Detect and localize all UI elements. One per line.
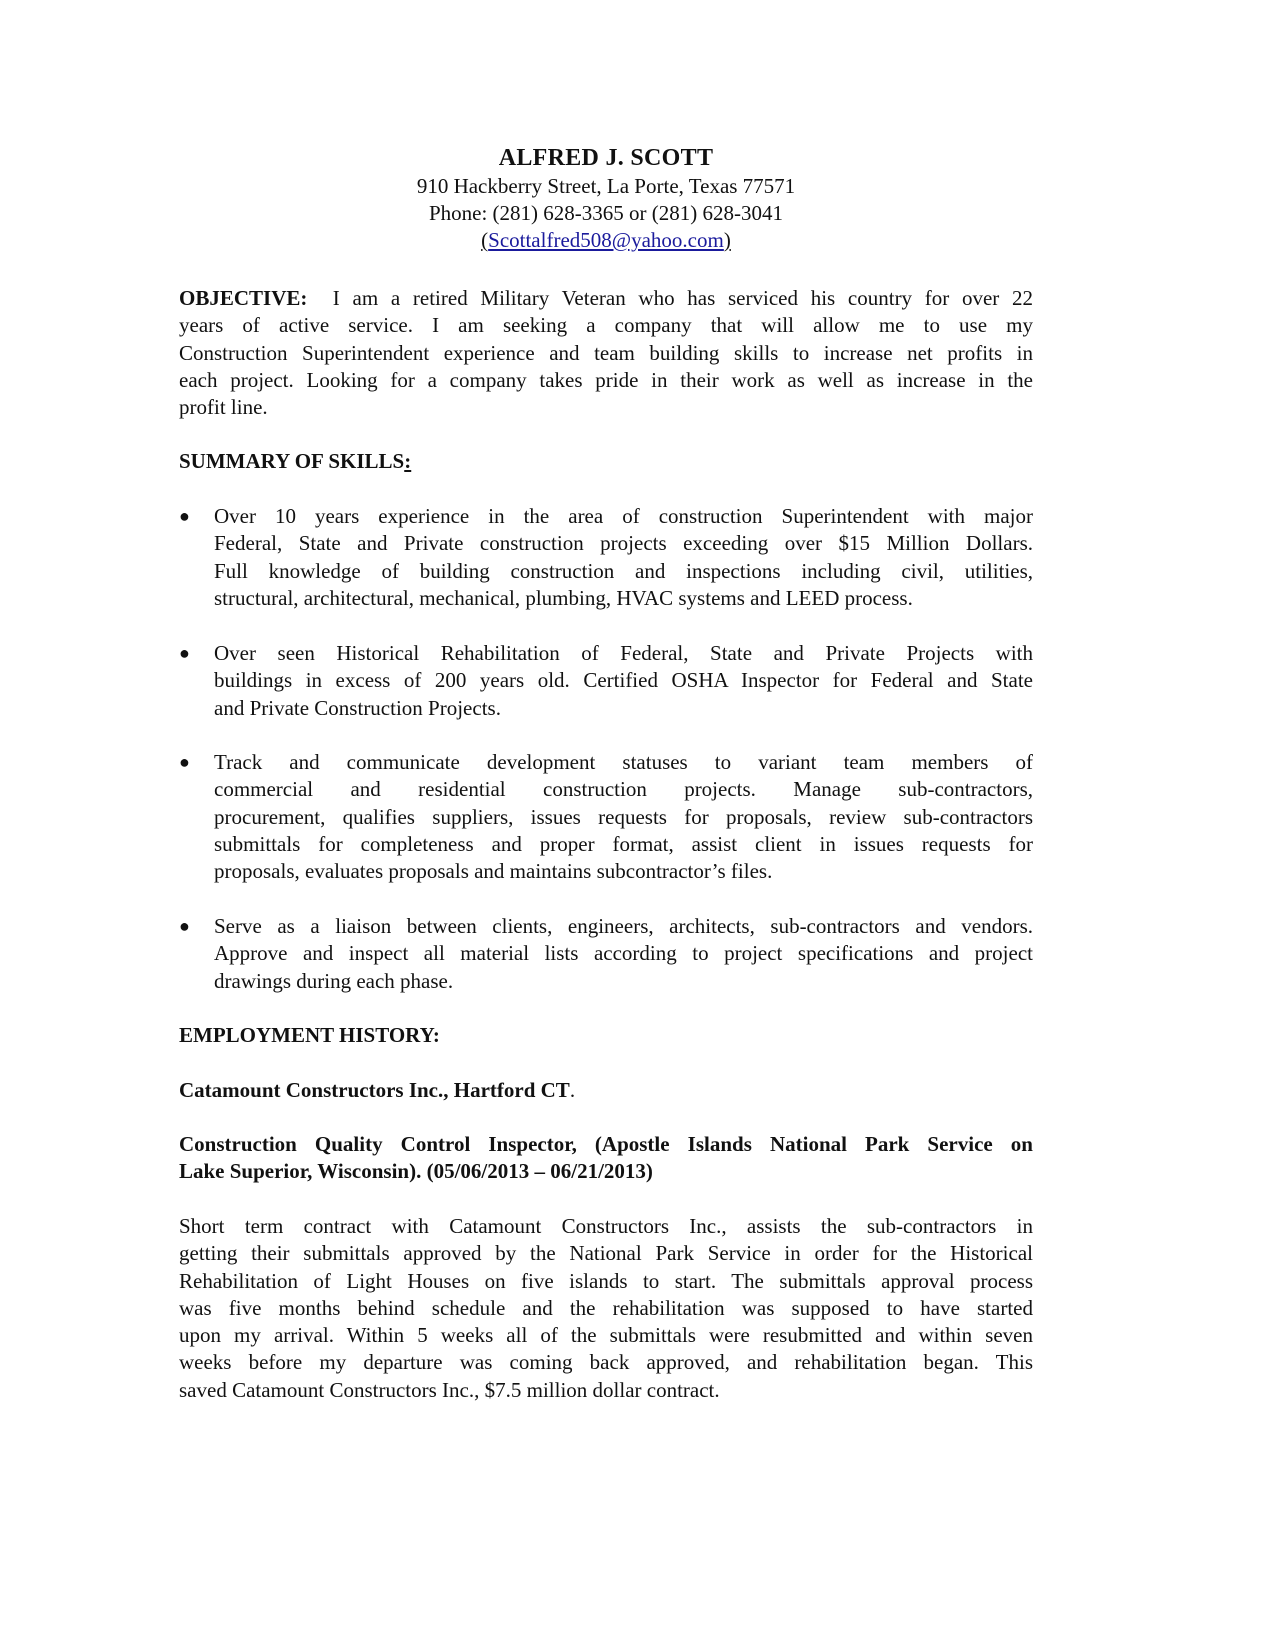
skill-line: drawings during each phase.	[214, 968, 454, 993]
bullet-icon: ●	[179, 506, 190, 526]
objective-line: Construction Superintendent experience and team building skills to increase net profits in	[179, 340, 1033, 365]
skills-heading: SUMMARY OF SKILLS:	[179, 449, 412, 473]
phone: Phone: (281) 628-3365 or (281) 628-3041	[428, 201, 784, 225]
objective-line: OBJECTIVE: I am a retired Military Veteran who has serviced his country for over 22	[179, 286, 1034, 310]
email-link[interactable]: Scottalfred508@yahoo.com	[488, 228, 724, 252]
skill-line: procurement, qualifies suppliers, issues requests for proposals, review sub-contractors	[214, 804, 1033, 829]
description-line: upon my arrival. Within 5 weeks all of the submittals were resubmitted and within seven	[179, 1323, 1033, 1348]
skill-line: Full knowledge of building construction and inspections including civil, utilities,	[214, 558, 1033, 583]
skill-line: Over seen Historical Rehabilitation of Federal, State and Private Projects with	[214, 641, 1033, 665]
employment-heading: EMPLOYMENT HISTORY:	[179, 1023, 440, 1047]
employer-name: Catamount Constructors Inc., Hartford CT.	[179, 1078, 576, 1102]
description-line: saved Catamount Constructors Inc., $7.5 million dollar contract.	[179, 1377, 720, 1402]
skill-line: proposals, evaluates proposals and maintains subcontractor’s files.	[214, 859, 773, 884]
skills-heading-colon: :	[404, 449, 412, 473]
contact-header	[0, 143, 1212, 254]
skill-line: Serve as a liaison between clients, engineers, architects, sub-contractors and vendors.	[214, 914, 1033, 938]
skill-line: submittals for completeness and proper format, assist client in issues requests for	[214, 831, 1033, 856]
bullet-icon: ●	[179, 916, 190, 936]
address: 910 Hackberry Street, La Porte, Texas 77571	[416, 174, 796, 198]
objective-line: each project. Looking for a company takes pride in their work as well as increase in the	[179, 367, 1033, 392]
objective-line: profit line.	[179, 395, 268, 420]
job-description	[179, 1213, 1033, 1404]
email-line	[0, 227, 1212, 254]
objective-label: OBJECTIVE:	[179, 286, 308, 310]
job-title: Construction Quality Control Inspector, (Apostle Islands National Park Service on Lake Superior, Wisconsin). (05/06/2013 – 06/21/2013)	[179, 1132, 1033, 1184]
bullet-icon: ●	[179, 643, 190, 663]
objective-line: years of active service. I am seeking a company that will allow me to use my	[179, 313, 1033, 338]
description-line: getting their submittals approved by the National Park Service in order for the Historical	[179, 1241, 1033, 1266]
description-line: was five months behind schedule and the rehabilitation was supposed to have started	[179, 1295, 1033, 1320]
candidate-name: ALFRED J. SCOTT	[498, 145, 714, 171]
skill-line: Track and communicate development statuses to variant team members of	[214, 750, 1033, 774]
skill-line: structural, architectural, mechanical, plumbing, HVAC systems and LEED process.	[214, 585, 913, 610]
email-open-paren: (	[481, 228, 489, 252]
skill-line: Over 10 years experience in the area of construction Superintendent with major	[214, 504, 1033, 528]
skill-line: commercial and residential construction projects. Manage sub-contractors,	[214, 777, 1033, 802]
email-close-paren: )	[723, 228, 731, 252]
description-line: Short term contract with Catamount Constructors Inc., assists the sub-contractors in	[179, 1214, 1033, 1238]
description-line: Rehabilitation of Light Houses on five islands to start. The submittals approval process	[179, 1268, 1033, 1293]
description-line: weeks before my departure was coming back approved, and rehabilitation began. This	[179, 1350, 1033, 1375]
skill-line: Federal, State and Private construction projects exceeding over $15 Million Dollars.	[214, 531, 1033, 556]
skill-line: Approve and inspect all material lists according to project specifications and project	[214, 941, 1033, 966]
bullet-icon: ●	[179, 752, 190, 772]
objective-section	[179, 285, 1033, 421]
skill-line: and Private Construction Projects.	[214, 695, 501, 720]
skill-line: buildings in excess of 200 years old. Certified OSHA Inspector for Federal and State	[214, 668, 1033, 693]
